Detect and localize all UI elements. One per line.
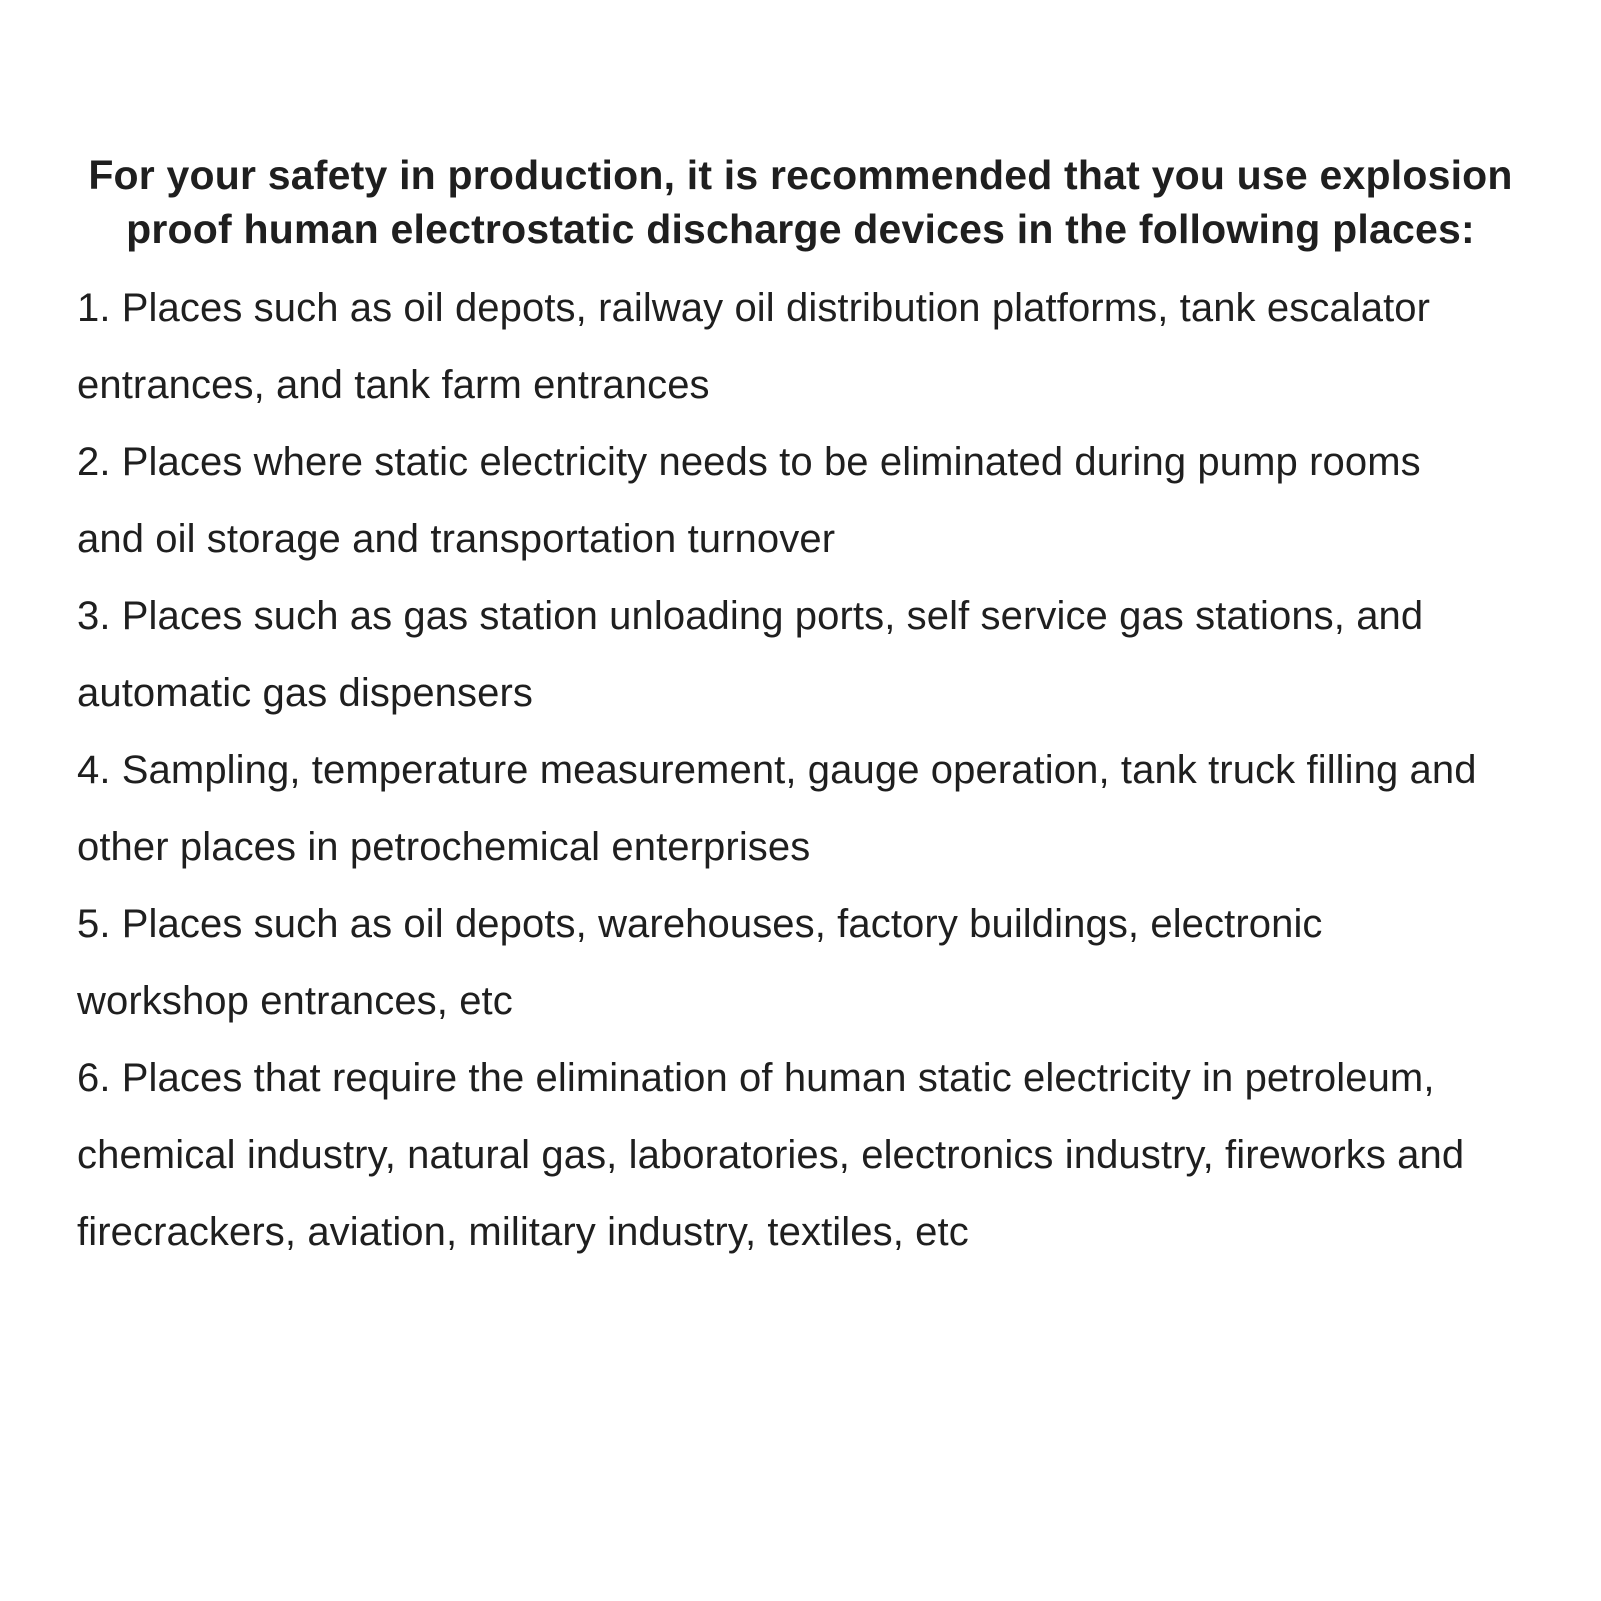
places-list bbox=[77, 270, 1577, 1271]
heading-line: For your safety in production, it is recommended that you use explosion bbox=[88, 152, 1513, 198]
list-item-text: 1. Places such as oil depots, railway oil distribution platforms, tank escalator bbox=[77, 286, 1431, 330]
list-item-text: 4. Sampling, temperature measurement, gauge operation, tank truck filling and bbox=[77, 748, 1477, 792]
list-item-text: and oil storage and transportation turnover bbox=[77, 517, 836, 561]
list-item-text: entrances, and tank farm entrances bbox=[77, 363, 710, 407]
list-item bbox=[77, 270, 1577, 424]
heading-line: proof human electrostatic discharge devices in the following places: bbox=[126, 206, 1475, 252]
list-item-text: firecrackers, aviation, military industry, textiles, etc bbox=[77, 1210, 969, 1254]
list-item bbox=[77, 886, 1577, 1040]
list-item-text: 6. Places that require the elimination of human static electricity in petroleum, bbox=[77, 1056, 1435, 1100]
list-item bbox=[77, 424, 1577, 578]
document-heading bbox=[40, 148, 1561, 256]
list-item bbox=[77, 1040, 1577, 1271]
list-item-text: 3. Places such as gas station unloading ports, self service gas stations, and bbox=[77, 594, 1424, 638]
list-item-text: workshop entrances, etc bbox=[77, 979, 513, 1023]
list-item-text: 2. Places where static electricity needs to be eliminated during pump rooms bbox=[77, 440, 1421, 484]
list-item bbox=[77, 578, 1577, 732]
list-item-text: other places in petrochemical enterprises bbox=[77, 825, 811, 869]
list-item-text: automatic gas dispensers bbox=[77, 671, 533, 715]
list-item bbox=[77, 732, 1577, 886]
list-item-text: chemical industry, natural gas, laboratories, electronics industry, fireworks and bbox=[77, 1133, 1465, 1177]
list-item-text: 5. Places such as oil depots, warehouses, factory buildings, electronic bbox=[77, 902, 1323, 946]
